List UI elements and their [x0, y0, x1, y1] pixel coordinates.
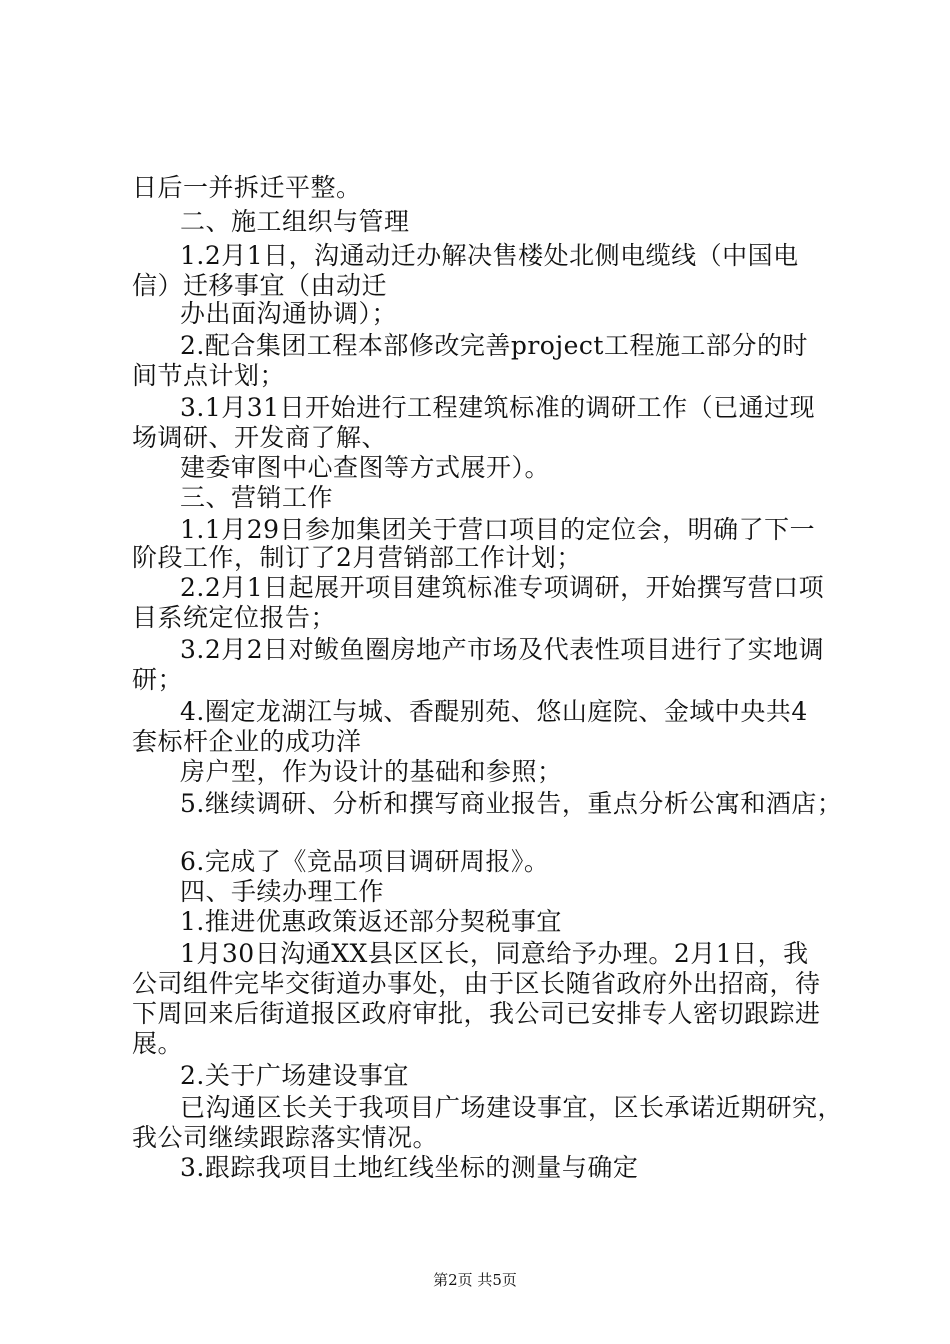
text-line: 5.继续调研、分析和撰写商业报告，重点分析公寓和酒店；	[180, 789, 843, 818]
section-heading: 四、手续办理工作	[180, 877, 385, 906]
text-line: 场调研、开发商了解、	[132, 423, 388, 452]
section-heading: 二、施工组织与管理	[180, 207, 410, 236]
text-line: 日后一并拆迁平整。	[132, 173, 362, 202]
text-line: 6.完成了《竞品项目调研周报》。	[180, 847, 550, 876]
text-line: 公司组件完毕交街道办事处，由于区长随省政府外出招商，待	[132, 969, 821, 998]
text-line: 3.2月2日对鲅鱼圈房地产市场及代表性项目进行了实地调	[180, 635, 825, 664]
text-line: 阶段工作，制订了2月营销部工作计划；	[132, 543, 582, 572]
text-line: 目系统定位报告；	[132, 603, 337, 632]
text-line: 房户型，作为设计的基础和参照；	[180, 757, 563, 786]
text-line: 4.圈定龙湖江与城、香醍别苑、悠山庭院、金域中央共4	[180, 697, 808, 726]
text-line: 2.2月1日起展开项目建筑标准专项调研，开始撰写营口项	[180, 573, 825, 602]
text-line: 1.推进优惠政策返还部分契税事宜	[180, 907, 562, 936]
text-line: 已沟通区长关于我项目广场建设事宜，区长承诺近期研究，	[180, 1093, 844, 1122]
text-line: 下周回来后街道报区政府审批，我公司已安排专人密切跟踪进	[132, 999, 821, 1028]
text-line: 间节点计划；	[132, 361, 286, 390]
text-line: 1.2月1日，沟通动迁办解决售楼处北侧电缆线（中国电	[180, 241, 799, 270]
page-footer: 第2页 共5页	[433, 1271, 517, 1289]
text-line: 研；	[132, 665, 184, 694]
text-line: 1月30日沟通XX县区区长，同意给予办理。2月1日，我	[180, 939, 809, 968]
text-line: 信）迁移事宜（由动迁	[132, 271, 388, 300]
text-line: 办出面沟通协调）；	[180, 299, 398, 328]
text-line: 我公司继续跟踪落实情况。	[132, 1123, 439, 1152]
text-line: 2.关于广场建设事宜	[180, 1061, 409, 1090]
text-line: 套标杆企业的成功洋	[132, 727, 362, 756]
section-heading: 三、营销工作	[180, 483, 334, 512]
text-line: 3.1月31日开始进行工程建筑标准的调研工作（已通过现	[180, 393, 816, 422]
text-line: 3.跟踪我项目土地红线坐标的测量与确定	[180, 1153, 639, 1182]
text-line: 建委审图中心查图等方式展开）。	[180, 453, 551, 482]
text-line: 展。	[132, 1029, 184, 1058]
text-line: 2.配合集团工程本部修改完善project工程施工部分的时	[180, 331, 808, 360]
text-line: 1.1月29日参加集团关于营口项目的定位会，明确了下一	[180, 515, 816, 544]
